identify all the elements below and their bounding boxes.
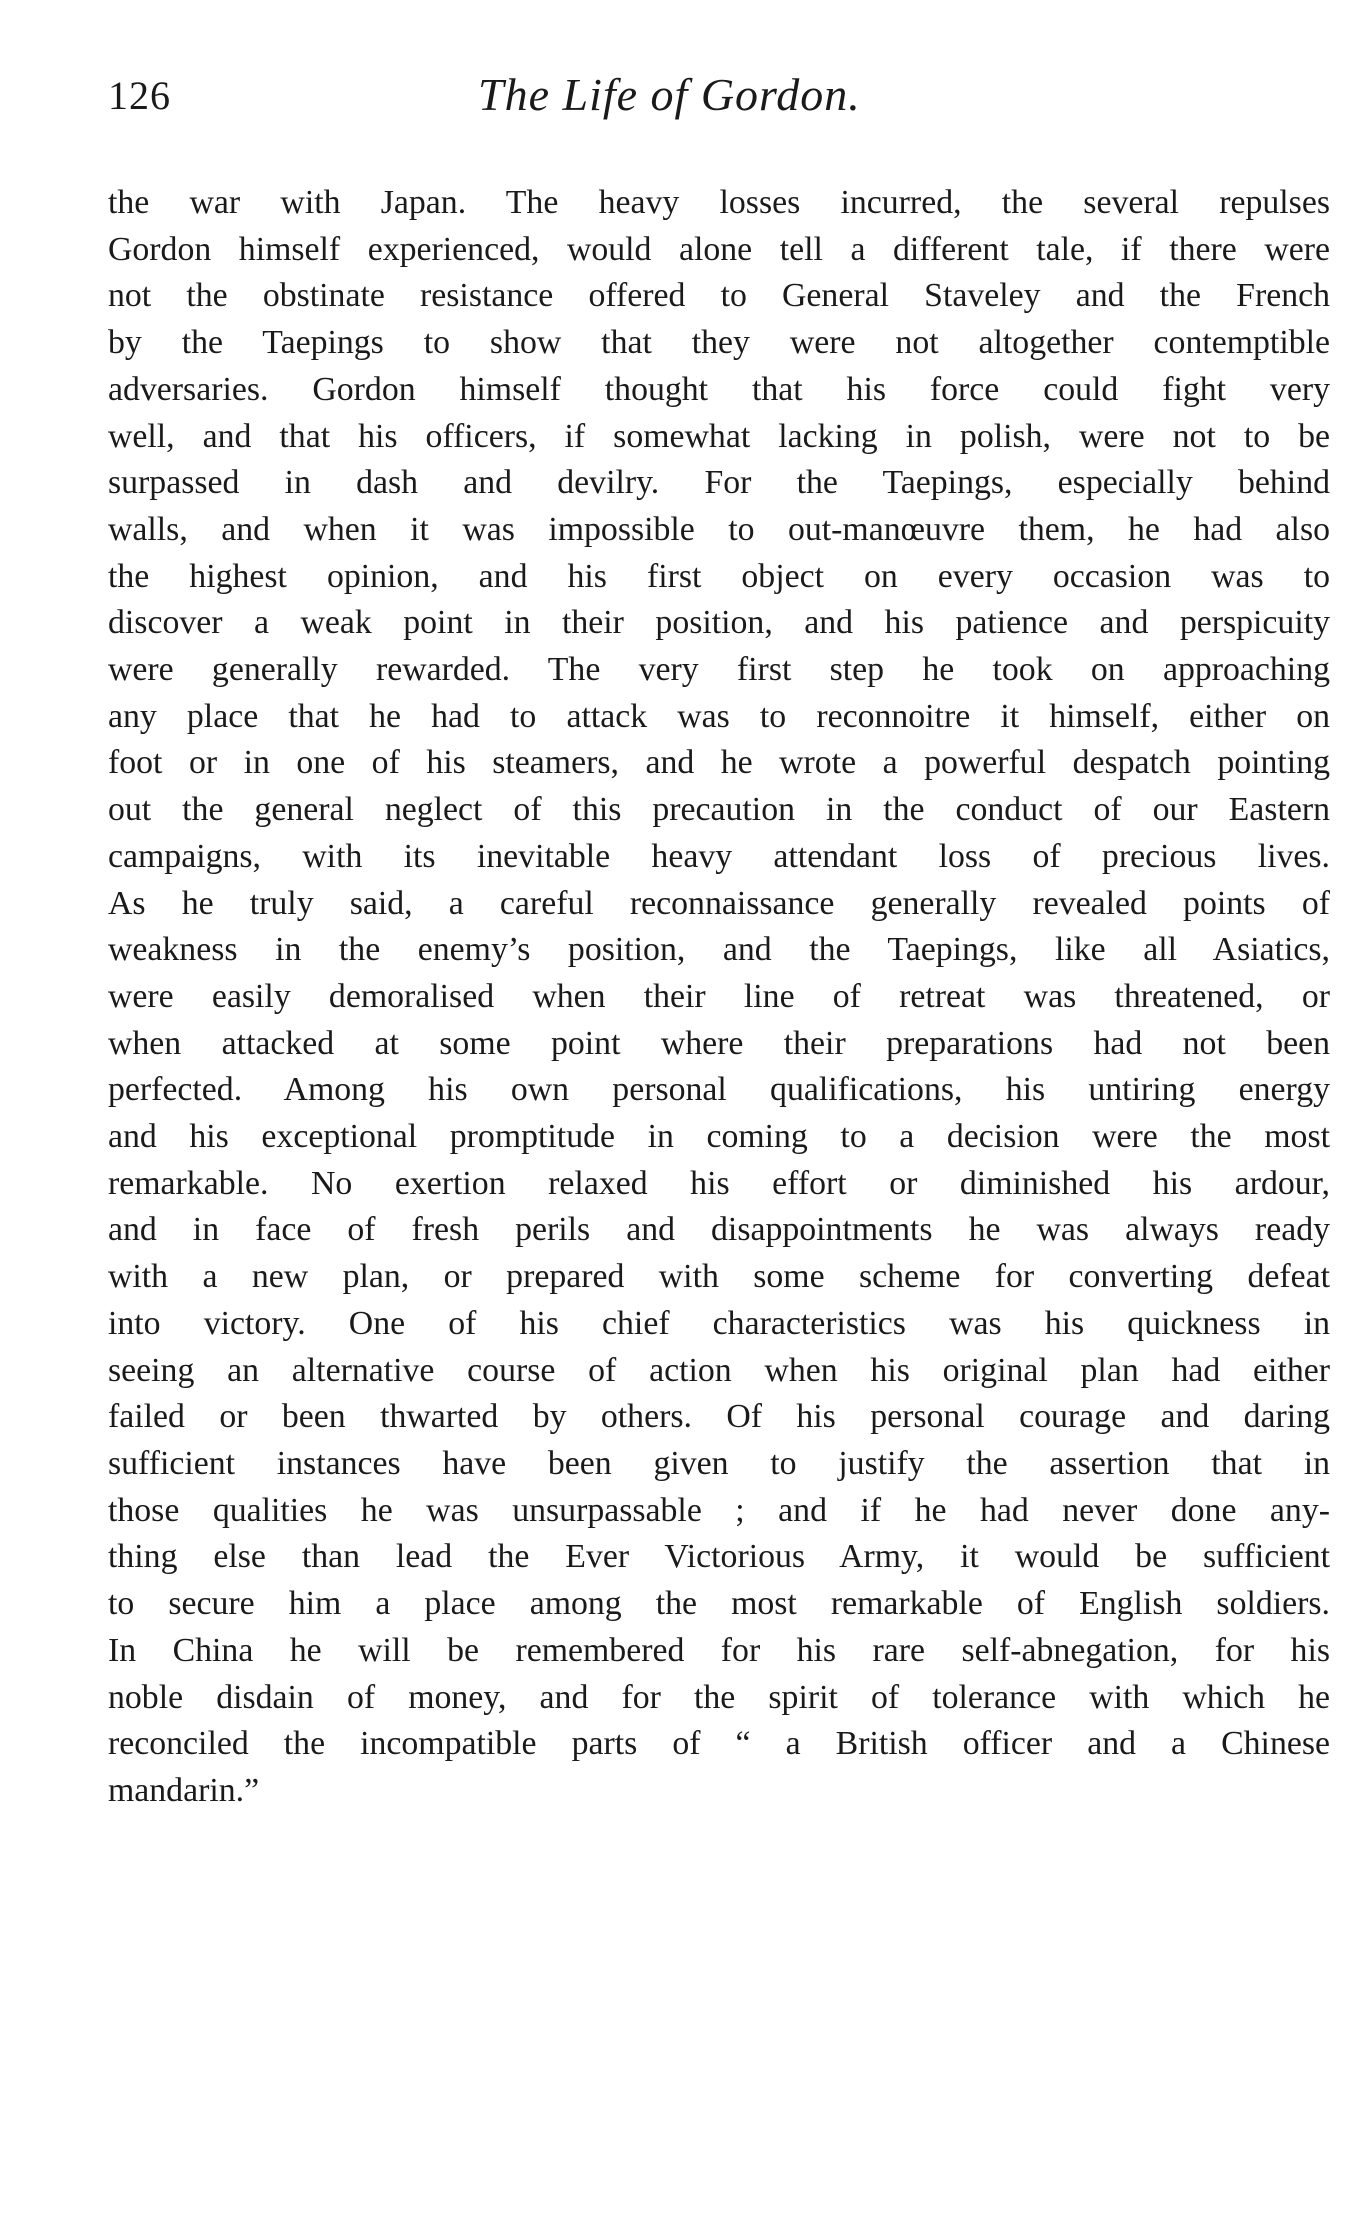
text-line: to secure him a place among the most remarkable of English soldiers. bbox=[108, 1585, 1330, 1623]
page-number: 126 bbox=[108, 73, 171, 118]
text-line: perfected. Among his own personal qualifications, his untiring energy bbox=[108, 1071, 1330, 1109]
text-line: surpassed in dash and devilry. For the Taepings, especially behind bbox=[108, 464, 1330, 502]
text-line: any place that he had to attack was to reconnoitre it himself, either on bbox=[108, 697, 1330, 735]
text-line: well, and that his officers, if somewhat lacking in polish, were not to be bbox=[108, 417, 1330, 455]
text-line: remarkable. No exertion relaxed his effort or diminished his ardour, bbox=[108, 1164, 1330, 1202]
text-line: out the general neglect of this precaution in the conduct of our Eastern bbox=[108, 791, 1330, 829]
text-line: campaigns, with its inevitable heavy attendant loss of precious lives. bbox=[108, 837, 1330, 875]
text-line: not the obstinate resistance offered to General Staveley and the French bbox=[108, 277, 1330, 315]
text-line: noble disdain of money, and for the spirit of tolerance with which he bbox=[108, 1678, 1330, 1716]
body-paragraph bbox=[108, 180, 1330, 1815]
text-line: and his exceptional promptitude in coming to a decision were the most bbox=[108, 1118, 1330, 1156]
text-line: by the Taepings to show that they were not altogether contemptible bbox=[108, 324, 1330, 362]
text-line: foot or in one of his steamers, and he wrote a powerful despatch pointing bbox=[108, 744, 1330, 782]
text-line: sufficient instances have been given to justify the assertion that in bbox=[108, 1444, 1330, 1482]
text-line: weakness in the enemy’s position, and the Taepings, like all Asiatics, bbox=[108, 931, 1330, 969]
text-line: when attacked at some point where their preparations had not been bbox=[108, 1024, 1330, 1062]
text-line: those qualities he was unsurpassable ; and if he had never done any- bbox=[108, 1491, 1330, 1529]
text-line: discover a weak point in their position, and his patience and perspicuity bbox=[108, 604, 1330, 642]
text-line: were generally rewarded. The very first step he took on approaching bbox=[108, 651, 1330, 689]
text-line: the war with Japan. The heavy losses incurred, the several repulses bbox=[108, 184, 1330, 221]
text-line: seeing an alternative course of action when his original plan had either bbox=[108, 1351, 1330, 1389]
text-line: adversaries. Gordon himself thought that his force could fight very bbox=[108, 370, 1330, 408]
text-line: the highest opinion, and his first object on every occasion was to bbox=[108, 557, 1330, 595]
text-line: failed or been thwarted by others. Of his personal courage and daring bbox=[108, 1398, 1330, 1436]
text-line: thing else than lead the Ever Victorious Army, it would be sufficient bbox=[108, 1538, 1330, 1576]
text-line: with a new plan, or prepared with some scheme for converting defeat bbox=[108, 1258, 1330, 1296]
text-line: As he truly said, a careful reconnaissance generally revealed points of bbox=[108, 884, 1330, 922]
text-line: In China he will be remembered for his rare self-abnegation, for his bbox=[108, 1631, 1330, 1669]
running-title: The Life of Gordon. bbox=[478, 69, 861, 120]
text-line: walls, and when it was impossible to out-manœuvre them, he had also bbox=[108, 510, 1330, 548]
text-line: and in face of fresh perils and disappointments he was always ready bbox=[108, 1211, 1330, 1249]
text-line: mandarin.” bbox=[108, 1771, 260, 1809]
text-line: Gordon himself experienced, would alone tell a different tale, if there were bbox=[108, 230, 1330, 268]
running-head bbox=[108, 62, 1338, 132]
text-line: reconciled the incompatible parts of “ a British officer and a Chinese bbox=[108, 1725, 1330, 1763]
text-line: were easily demoralised when their line of retreat was threatened, or bbox=[108, 977, 1330, 1015]
text-line: into victory. One of his chief characteristics was his quickness in bbox=[108, 1304, 1330, 1342]
